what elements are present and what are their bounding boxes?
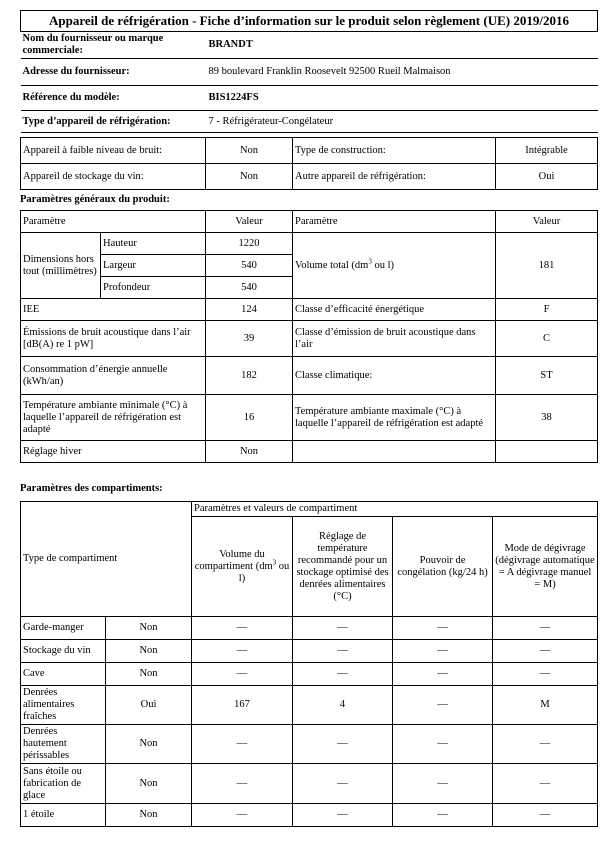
winter-setting-label: Réglage hiver <box>21 441 206 463</box>
product-fiche <box>20 10 598 827</box>
dimensions-label: Dimensions hors tout (millimètres) <box>21 233 101 299</box>
eei-label: IEE <box>21 299 206 321</box>
supplier-name-label: Nom du fournisseur ou marque commerciale: <box>21 32 207 59</box>
noise-class-label: Classe d’émission de bruit acoustique dans l’air <box>293 321 496 357</box>
compartment-row <box>21 686 598 725</box>
width-value: 540 <box>206 255 293 277</box>
supplier-table <box>20 10 598 133</box>
compartment-defrost: — <box>493 663 598 686</box>
supplier-name-value: BRANDT <box>207 32 598 59</box>
compartment-present: Non <box>106 663 192 686</box>
empty-cell <box>496 441 598 463</box>
compartment-defrost: — <box>493 640 598 663</box>
compartment-freezing: — <box>393 686 493 725</box>
wine-storage-label: Appareil de stockage du vin: <box>21 164 206 190</box>
noise-class-value: C <box>496 321 598 357</box>
compartment-name: Cave <box>21 663 106 686</box>
value-header-right: Valeur <box>496 211 598 233</box>
low-noise-label: Appareil à faible niveau de bruit: <box>21 138 206 164</box>
compartments-table <box>20 501 598 827</box>
general-params-table <box>20 210 598 463</box>
energy-class-value: F <box>496 299 598 321</box>
compartment-present: Non <box>106 640 192 663</box>
total-volume-value: 181 <box>496 233 598 299</box>
page-title: Appareil de réfrigération - Fiche d’information sur le produit selon règlement (UE) 2019/2016 <box>21 11 598 32</box>
construction-type-label: Type de construction: <box>293 138 496 164</box>
model-reference-value: BIS1224FS <box>207 86 598 111</box>
compartment-params-heading: Paramètres des compartiments: <box>20 483 163 494</box>
compartment-volume: — <box>192 804 293 827</box>
compartment-freezing: — <box>393 617 493 640</box>
appliance-type-value: 7 - Réfrigérateur-Congélateur <box>207 111 598 133</box>
appliance-type-label: Type d’appareil de réfrigération: <box>21 111 207 133</box>
compartment-volume: — <box>192 617 293 640</box>
annual-energy-label: Consommation d’énergie annuelle (kWh/an) <box>21 357 206 395</box>
low-noise-value: Non <box>206 138 293 164</box>
compartment-temperature: — <box>293 640 393 663</box>
height-value: 1220 <box>206 233 293 255</box>
compartment-name: Garde-manger <box>21 617 106 640</box>
compartment-defrost: — <box>493 725 598 764</box>
min-temp-value: 16 <box>206 395 293 441</box>
param-header-left: Paramètre <box>21 211 206 233</box>
max-temp-label: Température ambiante maximale (°C) à laquelle l’appareil de réfrigération est adapté <box>293 395 496 441</box>
compartment-temperature: — <box>293 725 393 764</box>
compartment-row <box>21 725 598 764</box>
compartment-temperature: — <box>293 764 393 804</box>
compartment-freezing: — <box>393 804 493 827</box>
compartment-name: Sans étoile ou fabrication de glace <box>21 764 106 804</box>
compartment-defrost: M <box>493 686 598 725</box>
compartment-volume: — <box>192 640 293 663</box>
compartment-temperature: — <box>293 617 393 640</box>
model-reference-label: Référence du modèle: <box>21 86 207 111</box>
compartment-present: Oui <box>106 686 192 725</box>
width-label: Largeur <box>101 255 206 277</box>
compartment-row <box>21 804 598 827</box>
compartment-freezing: — <box>393 725 493 764</box>
compartment-name: 1 étoile <box>21 804 106 827</box>
compartment-temperature: — <box>293 663 393 686</box>
climate-class-value: ST <box>496 357 598 395</box>
compartment-defrost: — <box>493 804 598 827</box>
compartment-name: Denrées hautement périssables <box>21 725 106 764</box>
compartment-volume: 167 <box>192 686 293 725</box>
depth-value: 540 <box>206 277 293 299</box>
empty-cell <box>293 441 496 463</box>
compartment-temperature: 4 <box>293 686 393 725</box>
max-temp-value: 38 <box>496 395 598 441</box>
compartment-freezing: — <box>393 640 493 663</box>
supplier-address-label: Adresse du fournisseur: <box>21 59 207 86</box>
general-params-heading: Paramètres généraux du produit: <box>20 194 170 205</box>
compartment-type-header: Type de compartiment <box>21 502 192 617</box>
compartment-name: Stockage du vin <box>21 640 106 663</box>
compartment-present: Non <box>106 725 192 764</box>
compartment-row <box>21 617 598 640</box>
volume-col-header: Volume du compartiment ($dm^3$ ou l) <box>192 517 293 617</box>
climate-class-label: Classe climatique: <box>293 357 496 395</box>
compartment-volume: — <box>192 663 293 686</box>
freezing-col-header: Pouvoir de congélation (kg/24 h) <box>393 517 493 617</box>
value-header-left: Valeur <box>206 211 293 233</box>
appliance-type-table <box>20 137 598 190</box>
total-volume-label: Volume total ($dm^3$ ou l) <box>293 233 496 299</box>
compartment-present: Non <box>106 764 192 804</box>
compartment-temperature: — <box>293 804 393 827</box>
compartment-name: Denrées alimentaires fraîches <box>21 686 106 725</box>
defrost-col-header: Mode de dégivrage (dégivrage automatique = A dégivrage manuel = M) <box>493 517 598 617</box>
compartment-volume: — <box>192 725 293 764</box>
eei-value: 124 <box>206 299 293 321</box>
compartment-row <box>21 764 598 804</box>
min-temp-label: Température ambiante minimale (°C) à laquelle l’appareil de réfrigération est adapté <box>21 395 206 441</box>
compartment-group-header: Paramètres et valeurs de compartiment <box>192 502 598 517</box>
compartment-freezing: — <box>393 663 493 686</box>
compartment-defrost: — <box>493 764 598 804</box>
compartment-volume: — <box>192 764 293 804</box>
annual-energy-value: 182 <box>206 357 293 395</box>
winter-setting-value: Non <box>206 441 293 463</box>
compartment-freezing: — <box>393 764 493 804</box>
compartment-row <box>21 640 598 663</box>
height-label: Hauteur <box>101 233 206 255</box>
construction-type-value: Intégrable <box>496 138 598 164</box>
compartment-present: Non <box>106 804 192 827</box>
other-appliance-label: Autre appareil de réfrigération: <box>293 164 496 190</box>
temperature-col-header: Réglage de température recommandé pour un stockage optimisé des denrées alimentaires (°C) <box>293 517 393 617</box>
noise-emission-value: 39 <box>206 321 293 357</box>
other-appliance-value: Oui <box>496 164 598 190</box>
param-header-right: Paramètre <box>293 211 496 233</box>
compartment-row <box>21 663 598 686</box>
energy-class-label: Classe d’efficacité énergétique <box>293 299 496 321</box>
compartment-defrost: — <box>493 617 598 640</box>
noise-emission-label: Émissions de bruit acoustique dans l’air [dB(A) re 1 pW] <box>21 321 206 357</box>
wine-storage-value: Non <box>206 164 293 190</box>
depth-label: Profondeur <box>101 277 206 299</box>
supplier-address-value: 89 boulevard Franklin Roosevelt 92500 Rueil Malmaison <box>207 59 598 86</box>
compartment-present: Non <box>106 617 192 640</box>
